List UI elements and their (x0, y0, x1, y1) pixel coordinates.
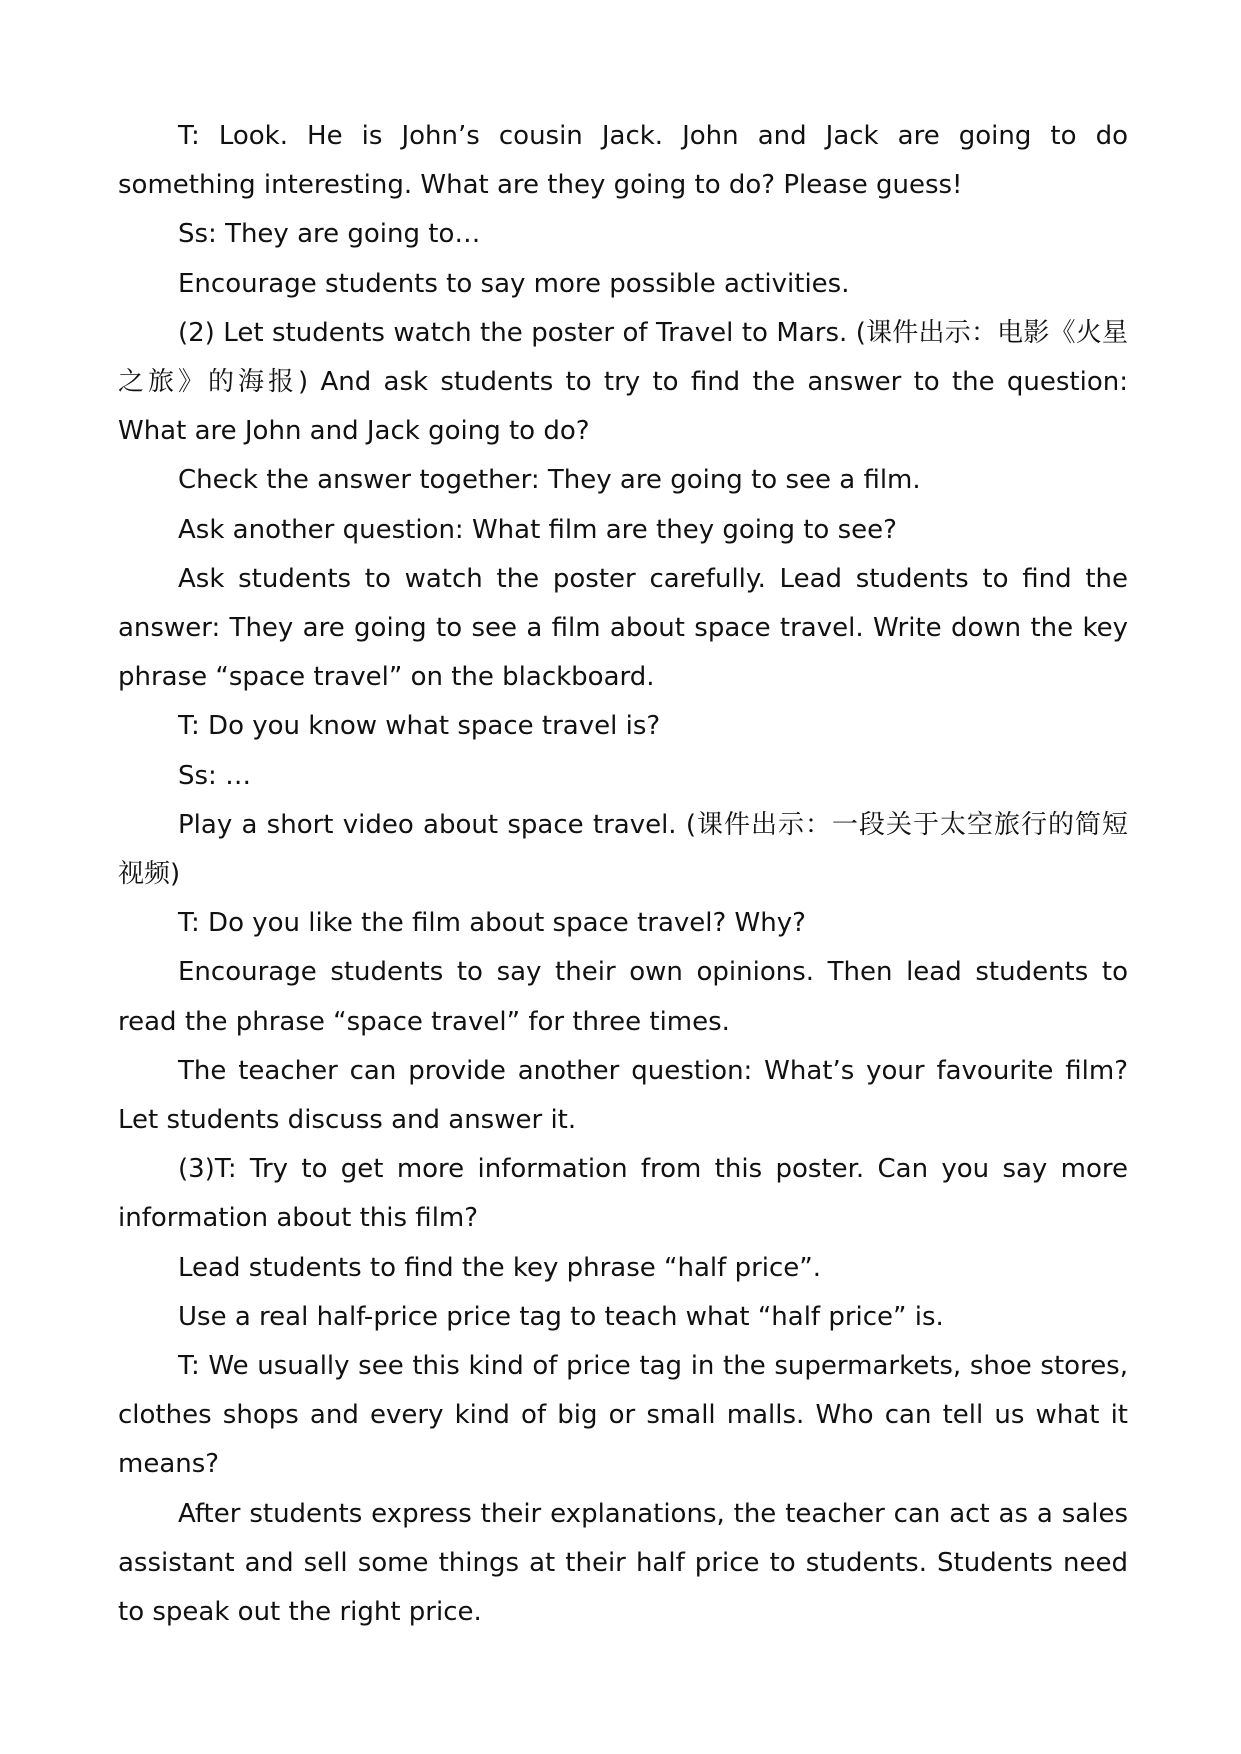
paragraph-13: The teacher can provide another question: What’s your favourite film? Let students discuss and answer it. (118, 1055, 1128, 1136)
paragraph-5: Check the answer together: They are going to see a film. (178, 465, 921, 496)
paragraph-12: Encourage students to say their own opinions. Then lead students to read the phrase “space travel” for three times. (118, 957, 1128, 1037)
paragraph-4: (2) Let students watch the poster of Travel to Mars. (课件出示：电影《火星之旅》的海报) And ask students to try to find the answer to the question: What are John and Jack going to do? (118, 317, 1128, 447)
paragraph-16: Use a real half-price price tag to teach what “half price” is. (178, 1301, 944, 1332)
paragraph-17: T: We usually see this kind of price tag in the supermarkets, shoe stores, clothes shops and every kind of big or small malls. Who can tell us what it means? (118, 1351, 1128, 1480)
paragraph-15: Lead students to find the key phrase “half price”. (178, 1252, 822, 1283)
paragraph-7: Ask students to watch the poster carefully. Lead students to find the answer: They are going to see a film about space travel. Write down the key phrase “space travel” on the blackboard. (118, 563, 1128, 693)
paragraph-2: Ss: They are going to… (178, 219, 481, 250)
paragraph-10: Play a short video about space travel. (课件出示：一段关于太空旅行的简短视频) (118, 809, 1128, 890)
paragraph-9: Ss: … (178, 760, 252, 791)
paragraph-1: T: Look. He is John’s cousin Jack. John and Jack are going to do something interesting. What are they going to do? Please guess! (118, 121, 1128, 201)
paragraph-3: Encourage students to say more possible activities. (178, 268, 850, 299)
paragraph-8: T: Do you know what space travel is? (178, 711, 661, 742)
paragraph-14: (3)T: Try to get more information from this poster. Can you say more information about this film? (118, 1154, 1128, 1234)
document-body (118, 112, 1128, 1637)
paragraph-18: After students express their explanations, the teacher can act as a sales assistant and sell some things at their half price to students. Students need to speak out the right price. (118, 1498, 1128, 1628)
paragraph-11: T: Do you like the film about space travel? Why? (178, 908, 806, 939)
paragraph-6: Ask another question: What film are they going to see? (178, 514, 897, 545)
